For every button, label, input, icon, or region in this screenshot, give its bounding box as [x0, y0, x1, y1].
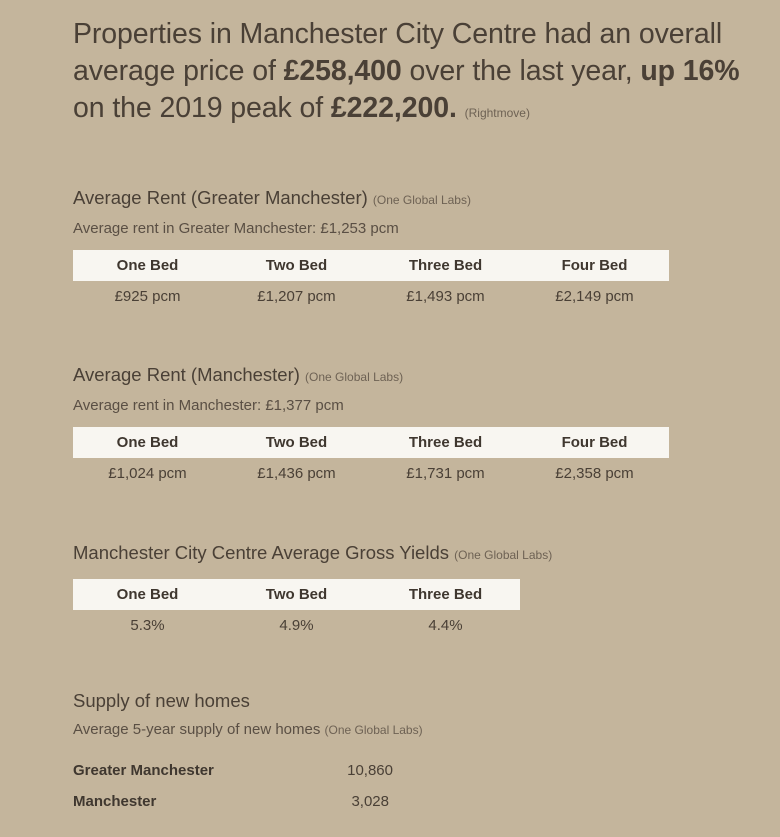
rent-greater-source: (One Global Labs): [372, 193, 471, 207]
headline-source: (Rightmove): [464, 106, 530, 120]
rent-greater-subtitle: Average rent in Greater Manchester: £1,253 pcm: [73, 220, 399, 237]
column-header: Three Bed: [371, 250, 520, 281]
column-header: Three Bed: [371, 427, 520, 458]
yields-title-text: Manchester City Centre Average Gross Yields: [73, 542, 449, 563]
table-cell: £2,149 pcm: [555, 288, 634, 305]
table-row: [73, 458, 669, 489]
rent-manchester-section: [73, 363, 753, 489]
table-cell: £1,731 pcm: [406, 465, 485, 482]
column-header: One Bed: [73, 250, 222, 281]
headline-text-2: over the last year,: [401, 55, 641, 87]
rent-greater-table: [73, 250, 669, 312]
headline: [73, 16, 743, 132]
rent-manchester-subtitle: Average rent in Manchester: £1,377 pcm: [73, 397, 344, 414]
supply-label: Greater Manchester: [73, 762, 214, 779]
rent-manchester-source: (One Global Labs): [305, 370, 404, 384]
table-cell: £1,493 pcm: [406, 288, 485, 305]
headline-text-1: Properties in Manchester City Centre had an overall average price of: [73, 18, 723, 87]
table-cell: £1,024 pcm: [108, 465, 187, 482]
table-header-row: [73, 427, 669, 458]
supply-label: Manchester: [73, 793, 157, 810]
supply-subtitle-text: Average 5-year supply of new homes: [73, 721, 321, 738]
table-cell: £1,207 pcm: [257, 288, 336, 305]
rent-greater-title-text: Average Rent (Greater Manchester): [73, 187, 368, 208]
supply-source: (One Global Labs): [324, 723, 423, 737]
headline-price: £258,400: [283, 55, 402, 87]
rent-manchester-table: [73, 427, 669, 489]
rent-greater-title: [73, 186, 753, 212]
column-header: One Bed: [73, 427, 222, 458]
supply-value: 3,028: [351, 793, 389, 810]
yields-source: (One Global Labs): [454, 548, 553, 562]
headline-peak: £222,200.: [330, 92, 457, 124]
rent-greater-section: [73, 186, 753, 312]
table-row: [73, 610, 520, 641]
column-header: Three Bed: [371, 579, 520, 610]
column-header: Two Bed: [222, 427, 371, 458]
table-cell: 4.4%: [428, 617, 463, 634]
supply-value: 10,860: [347, 762, 393, 779]
supply-section: [73, 689, 753, 810]
column-header: Four Bed: [520, 427, 669, 458]
table-cell: £2,358 pcm: [555, 465, 634, 482]
yields-section: [73, 541, 753, 641]
rent-manchester-title-text: Average Rent (Manchester): [73, 364, 300, 385]
table-header-row: [73, 579, 520, 610]
column-header: Four Bed: [520, 250, 669, 281]
column-header: Two Bed: [222, 250, 371, 281]
yields-title: [73, 541, 753, 567]
supply-title: Supply of new homes: [73, 690, 250, 711]
rent-manchester-title: [73, 363, 753, 389]
table-header-row: [73, 250, 669, 281]
table-cell: 5.3%: [130, 617, 165, 634]
table-cell: £1,436 pcm: [257, 465, 336, 482]
yields-table: [73, 579, 520, 641]
headline-growth: up 16%: [640, 55, 740, 87]
table-cell: £925 pcm: [114, 288, 181, 305]
column-header: One Bed: [73, 579, 222, 610]
column-header: Two Bed: [222, 579, 371, 610]
headline-text-3: on the 2019 peak of: [73, 92, 331, 124]
table-cell: 4.9%: [279, 617, 314, 634]
supply-subtitle: [73, 720, 753, 740]
table-row: [73, 281, 669, 312]
